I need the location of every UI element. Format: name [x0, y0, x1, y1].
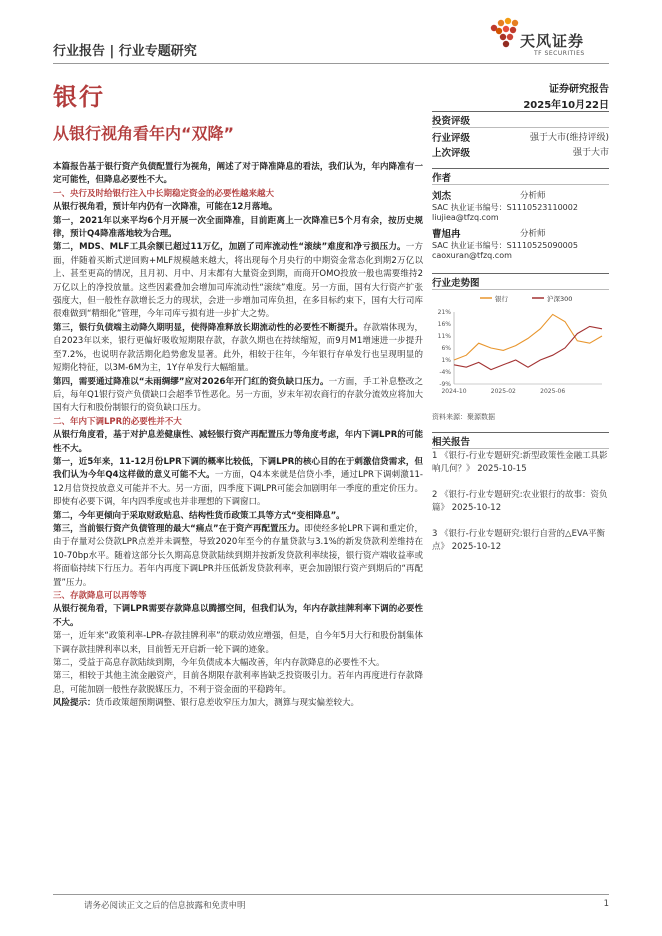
y-tick-label: -4% [439, 369, 451, 376]
report-date: 2025年10月22日 [523, 100, 609, 111]
related-report-title: 《银行-行业专题研究:新型政策性金融工具影响几何？》 [432, 451, 608, 474]
point-detail: 一方面，伴随着买断式逆回购+MLF规模越来越大，将出现每个月央行的中期资金常态化到期2万亿以上、甚至更高的情况，且月初、月中、月末都有大量资金到期，而商开OMO投放一般也需要维持2万亿以上的净投放量。这些因素叠加会增加司库流动性“滚续”难度。另一方面，国有大行资产扩张强度大，但一般性存款增长乏力的现状，会进一步增加司库负担，在多目标约束下，国有大行司库很难做到“精细化”管理，今年司库亏损有进一步扩大之势。 [53, 242, 423, 320]
section-3-heading: 三、存款降息可以再等等 [53, 591, 147, 601]
paragraph [53, 215, 423, 242]
point-bold: 第三，银行负债端主动降久期明显，使得降准释放长期流动性的必要性不断提升。 [53, 322, 363, 333]
lead-text: 从银行角度看，基于对护息差健康性、减轻银行资产再配置压力等角度考虑，年内下调LPR的可能性不大。 [53, 430, 423, 454]
point-detail: 即使经多轮LPR下调和重定价，由于存量对公贷款LPR点差并未调整，导致2020年至今的存量贷款与3.1%的新发贷款利差维持在10-70bp水平。随着这部分长久期高息贷款陆续到期并按新发贷款利率续接，银行资产端收益率或将面临持续下行压力。若年内再度下调LPR并压低新发贷款利率，更会加剧银行资产到期后的“再配置”压力。 [53, 523, 423, 588]
x-tick-label: 2025-06 [540, 388, 566, 395]
paragraph [53, 510, 423, 523]
related-report-item[interactable] [432, 528, 612, 554]
previous-rating-value: 强于大市 [572, 148, 609, 158]
industry-rating-value: 强于大市(维持评级) [529, 133, 609, 143]
footer-divider [53, 894, 609, 895]
point-bold: 第三，当前银行资产负债管理的最大“痛点”在于资产再配置压力。 [53, 523, 305, 534]
series-line [454, 314, 602, 360]
risk-text: 货币政策超预期调整、银行息差收窄压力加大，测算与现实偏差较大。 [95, 698, 360, 709]
analyst-role: 分析师 [520, 229, 546, 239]
rating-heading: 投资评级 [432, 116, 471, 127]
analyst-license: SAC 执业证书编号：S1110523110002 [432, 203, 578, 212]
point-bold: 第二，MDS、MLF工具余额已超过11万亿，加剧了司库流动性“滚续”难度和净亏损压力。 [53, 242, 406, 253]
analyst-email[interactable]: liujiea@tfzq.com [432, 213, 499, 222]
header-divider [53, 63, 609, 64]
point-detail: 一方面，手工补息整改之后，每年Q1银行资产负债缺口会超季节性恶化。另一方面，岁末年初农商行的存款分流效应将加大国有大行和股份制银行的资负缺口压力。 [53, 376, 423, 414]
related-report-item[interactable] [432, 489, 612, 515]
analyst-email[interactable]: caoxuran@tfzq.com [432, 251, 512, 260]
related-report-number: 2 [432, 490, 438, 500]
related-report-number: 3 [432, 529, 438, 539]
analyst-name: 刘杰 [432, 191, 452, 202]
brand-name: 天风证券 [520, 32, 585, 50]
x-tick-label: 2025-02 [490, 388, 516, 395]
intro-text: 本篇报告基于银行资产负债配置行为视角，阐述了对于降准降息的看法，我们认为，年内降准有一定可能性，但降息必要性不大。 [53, 162, 423, 186]
point-detail: 一方面，Q4本来就是信贷小季，通过LPR下调刺激11-12月信贷投放意义可能并不大。另一方面，四季度下调LPR可能会加剧明年一季度的重定价压力。即使有必要下调，年内四季度或也并非理想的下调窗口。 [53, 470, 423, 508]
trend-heading: 行业走势图 [432, 278, 480, 289]
chart-source: 资料来源：聚源数据 [432, 413, 495, 421]
related-divider-thin [432, 448, 609, 449]
paragraph [53, 241, 423, 321]
report-title: 从银行视角看年内“双降” [53, 124, 235, 143]
paragraph [53, 603, 423, 630]
point-bold: 第四，需要通过降准以“未雨绸缪”应对2026年开门红的资负缺口压力。 [53, 376, 329, 387]
related-report-title: 《银行-行业专题研究:农业银行的故事：资负篇》 [432, 490, 608, 513]
related-report-date: 2025-10-15 [477, 464, 527, 474]
risk-label: 风险提示： [53, 698, 96, 709]
lead-text: 从银行视角看，预计年内仍有一次降准，可能在12月落地。 [53, 202, 278, 213]
paragraph [53, 456, 423, 510]
industry-trend-chart [432, 288, 609, 400]
y-tick-label: 16% [437, 321, 451, 328]
brand-subtitle: TF SECURITIES [534, 50, 585, 57]
paragraph: 第三，相较于其他主流金融资产，目前各期限存款利率皆缺乏投资吸引力。若年内再度进行存款降息，可能加剧一般性存款脱媒压力，不利于资金面的平稳跨年。 [53, 671, 423, 695]
legend-label: 银行 [495, 295, 508, 303]
paragraph [53, 201, 423, 214]
analyst-role: 分析师 [520, 191, 546, 201]
authors-divider [432, 168, 609, 169]
paragraph [53, 376, 423, 416]
paragraph [53, 429, 423, 456]
intro-paragraph [53, 161, 423, 188]
paragraph: 第一，近年来“政策利率-LPR-存款挂牌利率”的联动效应增强，但是，自今年5月大行和股份制集体下调存款挂牌利率以来，目前暂无开启新一轮下调的迹象。 [53, 631, 423, 655]
series-line [454, 326, 602, 369]
point-text: 第一，2021年以来平均6个月开展一次全面降准，目前距离上一次降准已5个月有余，按历史规律，预计Q4降准落地较为合理。 [53, 215, 423, 240]
lead-text: 从银行视角看，下调LPR需要存款降息以腾挪空间，但我们认为，年内存款挂牌利率下调的必要性不大。 [53, 604, 423, 628]
x-tick-label: 2024-10 [441, 388, 467, 395]
section-1-heading: 一、央行及时给银行注入中长期稳定资金的必要性越来越大 [53, 188, 275, 199]
paragraph [53, 322, 423, 376]
paragraph [53, 523, 423, 590]
rating-divider-thin [432, 127, 609, 128]
related-report-title: 《银行-行业专题研究:银行自营的△EVA平衡点》 [432, 529, 606, 552]
y-tick-label: 1% [441, 357, 451, 364]
y-tick-label: 11% [437, 333, 451, 340]
footer-disclaimer: 请务必阅读正文之后的信息披露和免责申明 [84, 901, 246, 911]
point-bold: 第一，近5年来，11-12月份LPR下调的概率比较低，下调LPR的核心目的在于刺激信贷需求，但我们认为今年Q4这样做的意义可能不大。 [53, 456, 423, 481]
risk-warning [53, 697, 423, 710]
industry-title: 银行 [53, 83, 105, 111]
point-bold: 第二，今年更倾向于采取财政贴息、结构性货币政策工具等方式“变相降息”。 [53, 510, 345, 521]
analyst-name: 曹旭冉 [432, 229, 461, 240]
related-report-date: 2025-10-12 [451, 542, 502, 552]
authors-heading: 作者 [432, 173, 452, 184]
related-divider [432, 432, 609, 433]
report-type: 证券研究报告 [549, 84, 609, 95]
y-tick-label: 21% [437, 309, 451, 316]
authors-divider-thin [432, 184, 609, 185]
y-tick-label: -9% [439, 381, 451, 388]
rating-divider [432, 111, 609, 112]
point-detail: 存款端体现为，自2023年以来，银行更偏好吸收短期限存款，存款久期也在持续缩短，而9月M1增速进一步提升至7.2%，也说明存款活期化趋势愈发显著。此外，相较于往年，今年银行存单发行也呈现明显的短期化特征，以3M-6M为主，1Y存单发行大幅缩量。 [53, 322, 423, 374]
page-number: 1 [603, 899, 609, 909]
y-tick-label: 6% [441, 345, 451, 352]
report-category: 行业报告 | 行业专题研究 [53, 44, 197, 59]
related-report-date: 2025-10-12 [451, 503, 502, 513]
analyst-license: SAC 执业证书编号：S1110525090005 [432, 241, 578, 250]
legend-label: 沪深300 [547, 295, 573, 303]
trend-divider [432, 273, 609, 274]
previous-rating-label: 上次评级 [432, 148, 471, 159]
related-report-item[interactable] [432, 450, 612, 476]
related-report-number: 1 [432, 451, 438, 461]
paragraph: 第二，受益于高息存款陆续到期，今年负债成本大幅改善，年内存款降息的必要性不大。 [53, 658, 385, 669]
related-heading: 相关报告 [432, 437, 471, 448]
industry-rating-label: 行业评级 [432, 133, 471, 144]
report-body [53, 161, 423, 711]
section-2-heading: 二、年内下调LPR的必要性并不大 [53, 416, 182, 427]
